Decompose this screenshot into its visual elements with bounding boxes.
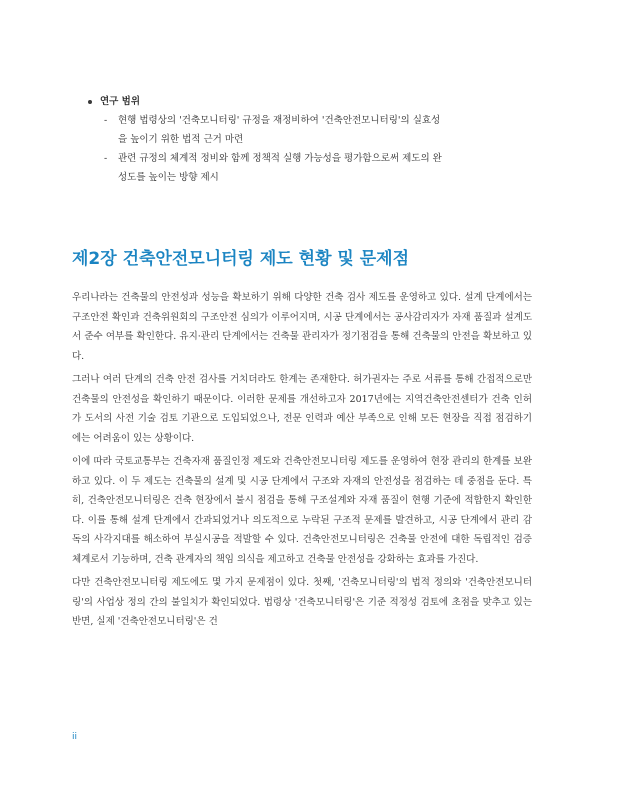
research-scope-section: [88, 92, 448, 187]
page-number: ii: [72, 732, 78, 742]
scope-heading: 연구 범위: [100, 96, 141, 107]
body-text: [72, 288, 532, 636]
bullet-icon: [88, 100, 92, 104]
chapter-title: 제2장 건축안전모니터링 제도 현황 및 문제점: [72, 249, 410, 269]
scope-item-text: 관련 규정의 체계적 정비와 함께 정책적 실행 가능성을 평가함으로써 제도의 완성도를 높이는 방향 제시: [118, 153, 442, 183]
scope-item: [88, 149, 448, 187]
paragraph: 우리나라는 건축물의 안전성과 성능을 확보하기 위해 다양한 건축 검사 제도를 운영하고 있다. 설계 단계에서는 구조안전 확인과 건축위원회의 구조안전 심의가 이루어지며, 시공 단계에서는 공사감리자가 자재 품질과 설계도서 준수 여부를 확인한다. 유지·관리 단계에서는 건축물 관리자가 정기점검을 통해 건축물의 안전을 확보하고 있다.: [72, 292, 532, 362]
scope-item: [88, 111, 448, 149]
dash-marker: -: [104, 115, 108, 126]
scope-heading-row: [88, 92, 448, 111]
paragraph: 다만 건축안전모니터링 제도에도 몇 가지 문제점이 있다. 첫째, '건축모니터링'의 법적 정의와 '건축안전모니터링'의 사업상 정의 간의 불일치가 확인되었다. 법령상 '건축모니터링'은 기준 적정성 검토에 초점을 맞추고 있는 반면, 실제 '건축안전모니터링'은 건: [72, 577, 532, 627]
paragraph: 이에 따라 국토교통부는 건축자재 품질인정 제도와 건축안전모니터링 제도를 운영하여 현장 관리의 한계를 보완하고 있다. 이 두 제도는 건축물의 설계 및 시공 단계에서 구조와 자재의 안전성을 점검하는 데 중점을 둔다. 특히, 건축안전모니터링은 건축 현장에서 불시 점검을 통해 구조설계와 자재 품질이 현행 기준에 적합한지 확인한다. 이를 통해 설계 단계에서 간과되었거나 의도적으로 누락된 구조적 문제를 발견하고, 시공 단계에서 관리 감독의 사각지대를 해소하여 부실시공을 적발할 수 있다. 건축안전모니터링은 건축물 안전에 대한 독립적인 검증 체계로서 기능하며, 건축 관계자의 책임 의식을 제고하고 건축물 안전성을 강화하는 효과를 가진다.: [72, 456, 532, 565]
scope-item-text: 현행 법령상의 '건축모니터링' 규정을 재정비하여 '건축안전모니터링'의 실효성을 높이기 위한 법적 근거 마련: [118, 115, 441, 145]
dash-marker: -: [104, 153, 108, 164]
paragraph: 그러나 여러 단계의 건축 안전 검사를 거치더라도 한계는 존재한다. 허가권자는 주로 서류를 통해 간접적으로만 건축물의 안전성을 확인하기 때문이다. 이러한 문제를 개선하고자 2017년에는 지역건축안전센터가 건축 인허가 도서의 사전 기술 검토 기관으로 도입되었으나, 전문 인력과 예산 부족으로 인해 모든 현장을 직접 점검하기에는 어려움이 있는 상황이다.: [72, 374, 532, 444]
